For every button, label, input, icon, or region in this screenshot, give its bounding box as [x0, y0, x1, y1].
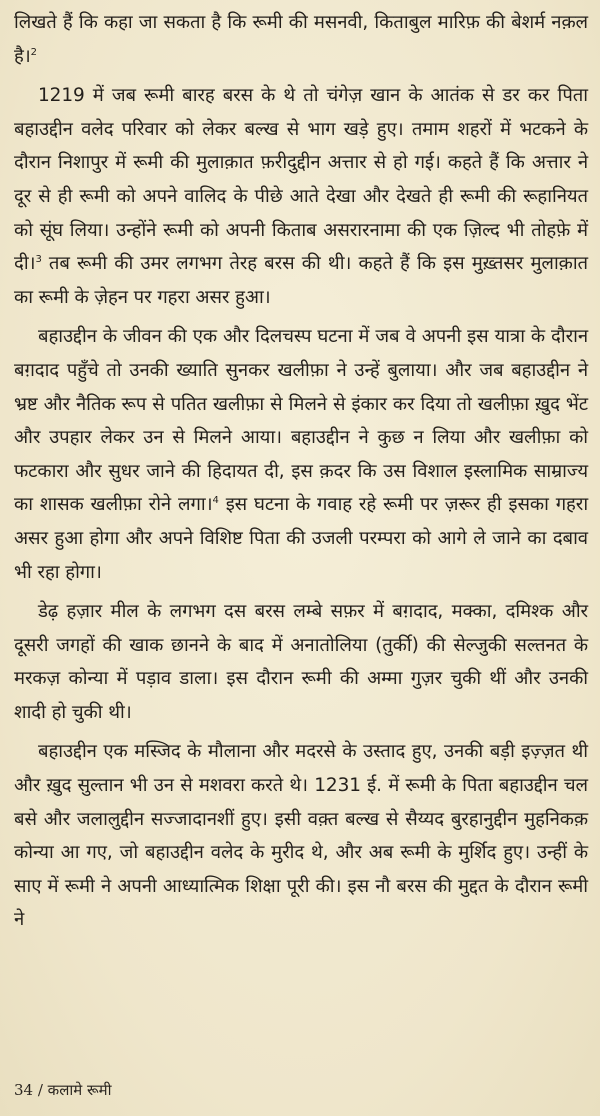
paragraph-2-text: 1219 में जब रूमी बारह बरस के थे तो चंगेज़ खान के आतंक से डर कर पिता बहाउद्दीन वलेद परिवार को लेकर बल्ख से भाग खड़े हुए। तमाम शहरों में भटकने के दौरान निशापुर में रूमी की मुलाक़ात फ़रीदुद्दीन अत्तार से हो गई। कहते हैं कि अत्तार ने दूर से ही रूमी को अपने वालिद के पीछे आते देखा और देखते ही रूमी की रूहानियत को सूंघ लिया। उन्होंने रूमी को अपनी किताब असरारनामा की एक ज़िल्द भी तोहफ़े में दी। — [14, 85, 588, 275]
paragraph-3-text: बहाउद्दीन के जीवन की एक और दिलचस्प घटना में जब वे अपनी इस यात्रा के दौरान बग़दाद पहुँचे तो उनकी ख्याति सुनकर खलीफ़ा ने उन्हें बुलाया। और जब बहाउद्दीन ने भ्रष्ट और नैतिक रूप से पतित खलीफ़ा से मिलने से इंकार कर दिया तो खलीफ़ा ख़ुद भेंट और उपहार लेकर उन से मिलने आया। बहाउद्दीन ने कुछ न लिया और खलीफ़ा को फटकारा और सुधर जाने की हिदायत दी, इस क़दर कि उस विशाल इस्लामिक साम्राज्य का शासक खलीफ़ा रोने लगा। — [14, 326, 588, 516]
paragraph-3 — [14, 320, 588, 589]
footnote-marker-2: 2 — [30, 46, 37, 58]
paragraph-3-text-cont: इस घटना के गवाह रहे रूमी पर ज़रूर ही इसका गहरा असर हुआ होगा और अपने विशिष्ट पिता की उजली परम्परा को आगे ले जाने का दबाव भी रहा होगा। — [14, 494, 589, 583]
paragraph-4-text: डेढ़ हज़ार मील के लगभग दस बरस लम्बे सफ़र में बग़दाद, मक्का, दमिश्क और दूसरी जगहों की खाक छानने के बाद में अनातोलिया (तुर्की) की सेल्जुकी सल्तनत के मरकज़ कोन्या में पड़ाव डाला। इस दौरान रूमी की अम्मा गुज़र चुकी थीं और उनकी शादी हो चुकी थी। — [14, 601, 588, 723]
paragraph-4 — [14, 595, 588, 729]
paragraph-2 — [14, 79, 588, 314]
paragraph-1-text: लिखते हैं कि कहा जा सकता है कि रूमी की मसनवी, किताबुल मारिफ़ की बेशर्म नक़ल है। — [14, 12, 588, 67]
page-footer: 34 / कलामे रूमी — [14, 1081, 112, 1099]
paragraph-5 — [14, 735, 588, 937]
paragraph-1 — [14, 6, 588, 73]
paragraph-2-text-cont: तब रूमी की उमर लगभग तेरह बरस की थी। कहते हैं कि इस मुख़्तसर मुलाक़ात का रूमी के ज़ेहन पर गहरा असर हुआ। — [14, 253, 588, 308]
footnote-marker-4: 4 — [212, 495, 219, 507]
book-page — [14, 6, 588, 937]
footnote-marker-3: 3 — [35, 254, 42, 265]
paragraph-5-text: बहाउद्दीन एक मस्जिद के मौलाना और मदरसे के उस्ताद हुए, उनकी बड़ी इज़्ज़त थी और ख़ुद सुल्तान भी उन से मशवरा करते थे। 1231 ई. में रूमी के पिता बहाउद्दीन चल बसे और जलालुद्दीन सज्जादानशीं हुए। इसी वक़्त बल्ख से सैय्यद बुरहानुद्दीन मुहनिकक़ कोन्या आ गए, जो बहाउद्दीन वलेद के मुरीद थे, और अब रूमी के मुर्शिद हुए। उन्हीं के साए में रूमी ने अपनी आध्यात्मिक शिक्षा पूरी की। इस नौ बरस की मुद्दत के दौरान रूमी ने — [14, 741, 588, 931]
